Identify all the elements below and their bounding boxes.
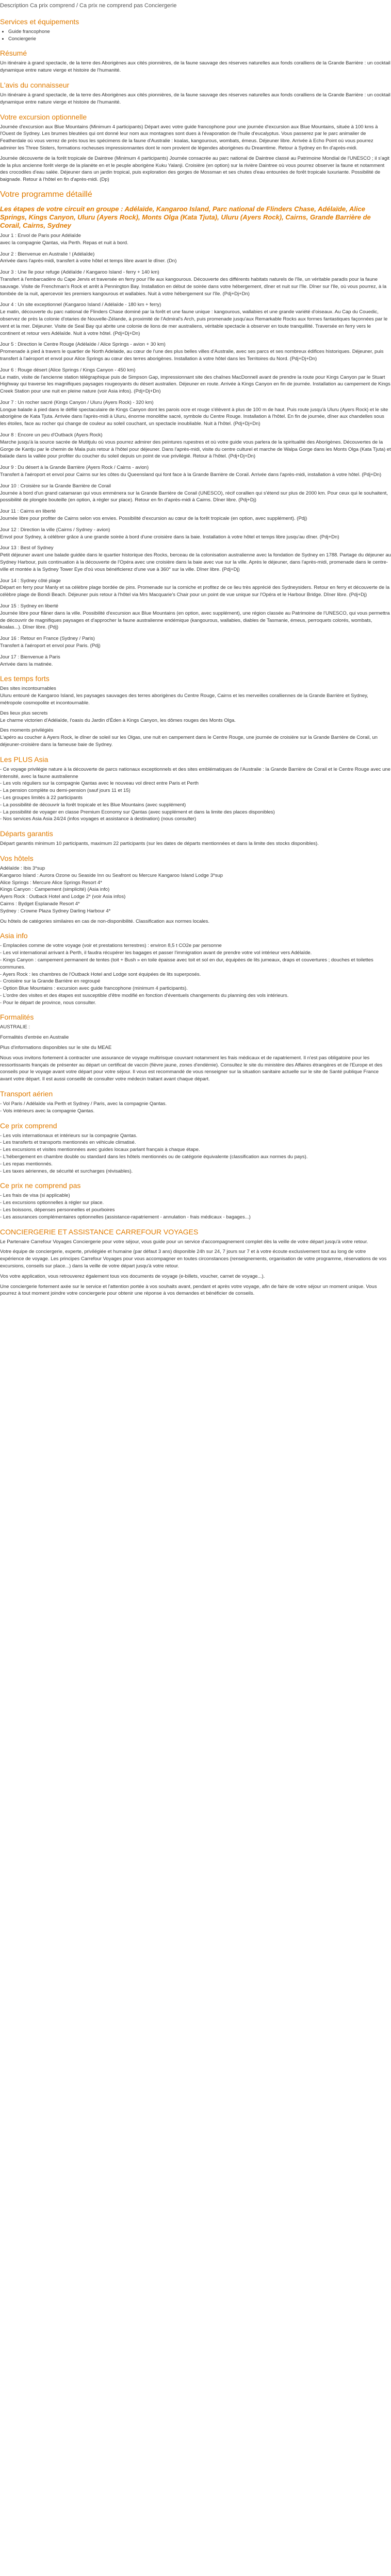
- list-item: - Kings Canyon : campement permanent de tentes (toit + Bush » en toile épaisse avec toit et sol en dur, équipées de lits jumeaux, draps et couvertures ; douches et toilettes communes.: [0, 957, 373, 970]
- list-item: - Emplacées comme de votre voyage (voir et prestations terrestres) : environ 8,5 t CO2e par personne: [0, 943, 222, 949]
- plus-asia-title: Les PLUS Asia: [0, 755, 48, 764]
- day-text: Arrivée dans l'après-midi, transfert à votre hôtel et temps libre avant le dîner. (Dn): [0, 258, 177, 264]
- day-text: Marche jusqu'à la source sacrée de Mutitjulu où vous pourrez admirer des peintures rupestres et où votre guide vous parlera de la spiritualité des Aborigènes. Découvertes de la Gorge de Kantju par le chemin de Mala puis retour à l'hôtel pour déjeuner. Dans l'après-midi, visite du centre culturel et marche de Walpa Gorge dans les Monts Olga (Kata Tjuta) et balade dans la vallée pour profiter du coucher du soleil depuis un point de vue privilégié. Retour à l'hôtel. (Pdj+Dj+Dn): [0, 439, 391, 460]
- day-title: Jour 1 : Envol de Paris pour Adélaïde: [0, 232, 81, 239]
- list-item: - Les transferts et transports mentionnés en véhicule climatisé.: [0, 1140, 136, 1146]
- resume-text: Un itinéraire à grand spectacle, de la terre des Aborigènes aux cités pionnières, de la faune sauvage des réserves naturelles aux fonds coralliens de la Grande Barrière : un cocktail dynamique entre nature vierge et histoire de l'humanité.: [0, 60, 390, 74]
- itinerary-heading: Les étapes de votre circuit en groupe : Adélaïde, Kangaroo Island, Parc national de Flinders Chase, Adélaïde, Alice Springs, Kings Canyon, Uluru (Ayers Rock), Monts Olga (Kata Tjuta), Uluru (Ayers Rock), Cairns, Grande Barrière de Corail, Cairns, Sydney: [0, 205, 371, 229]
- day-text: Le matin, découverte du parc national de Flinders Chase dominé par la forêt et une faune unique : kangourous, wallabies et une grande variété d'oiseaux. Au Cap du Couedic, observez de près la colonie d'otaries de Nouvelle-Zélande, à proximité de l'Admiral's Arch, puis promenade jusqu'aux Remarkable Rocks aux formes fantastiques façonnées par le vent et la mer. Déjeuner. Visite de Seal Bay qui abrite une colonie de lions de mer australiens, véritable spectacle à observer en toute tranquillité. Traversée en ferry vers le continent et retour vers Adélaïde. Nuit à votre hôtel. (Pdj+Dj+Dn): [0, 309, 388, 336]
- excursion-paragraph: Journée d'excursion aux Blue Mountains (Minimum 4 participants) Départ avec votre guide francophone pour une journée d'excursion aux Blue Mountains, située à 100 kms à l'Ouest de Sydney. Les brumes bleutées qui ont donné leur nom aux montagnes sont dues à l'évaporation de l'huile d'eucalyptus. Vous passerez par le parc animalier de Featherdale où vous verrez de près tous les spécimens de la faune d'Australie : koalas, kangourous, wombats, émeus. Déjeuner libre. Arrivée à Echo Point où vous pourrez admirer les Three Sisters, formations rocheuses impressionnantes dont le nom provient de légendes aborigènes du Dreamtime. Retour à Sydney en fin d'après-midi.: [0, 124, 378, 151]
- asia-info-list: [0, 942, 391, 1006]
- list-item: Kangaroo Island : Aurora Ozone ou Seaside Inn ou Seafront ou Mercure Kangaroo Island Lodge 3*sup: [0, 872, 223, 878]
- day-item: [0, 432, 391, 460]
- list-item: - Vols intérieurs avec la compagnie Qantas.: [0, 1108, 95, 1114]
- hotels-note: Ou hôtels de catégories similaires en cas de non-disponibilité. Classification aux normes locales.: [0, 918, 210, 924]
- day-title: Jour 2 : Bienvenue en Australie ! (Adélaïde): [0, 251, 95, 257]
- list-item: - Pour le départ de province, nous consulter.: [0, 999, 96, 1006]
- services-title: Services et équipements: [0, 17, 79, 26]
- list-item: - La possibilité de découvrir la forêt tropicale et les Blue Mountains (avec supplément): [0, 802, 186, 808]
- itinerary-title: Votre programme détaillé: [0, 190, 92, 199]
- list-item: - Les boissons, dépenses personnelles et pourboires: [0, 1207, 115, 1213]
- formalites-link[interactable]: Plus d'informations disponibles sur le site du MEAE: [0, 1045, 112, 1051]
- block-text: Uluru entouré de Kangaroo Island, les paysages sauvages des terres aborigènes du Centre Rouge, Cairns et les merveilles coralliennes de la Grande Barrière et Sydney, métropole cosmopolite et incontournable.: [0, 693, 368, 706]
- block-text: L'apéro au coucher à Ayers Rock, le dîner de soleil sur les Olgas, une nuit en campement dans le Centre Rouge, une journée de croisière sur la Grande Barrière de Corail, un déjeuner-croisière dans la fameuse baie de Sydney.: [0, 735, 378, 748]
- conciergerie-paragraph: Une conciergerie fortement axée sur le service et l'attention portée à vos souhaits avant, pendant et après votre voyage, afin de faire de votre séjour un moment unique. Vous pourrez à tout moment joindre votre conciergerie pour obtenir une réponse à vos demandes et bénéficier de conseils.: [0, 1283, 377, 1297]
- day-text: Transfert à l'embarcadère du Cape Jervis et traversée en ferry pour l'île aux kangourous. Découverte des différents habitats naturels de l'île, un véritable paradis pour la faune sauvage. Visite de Frenchman's Rock et arrêt à Pennington Bay. Installation en début de soirée dans votre hébergement, dîner et nuit sur l'île. Dîner sur l'île, où vous pourrez, à la tombée de la nuit, apercevoir les premiers kangourous et wallabies. Nuit à votre hébergement sur l'île. (Pdj+Dj+Dn): [0, 276, 387, 297]
- excursion-paragraph: Journée découverte de la forêt tropicale de Daintree (Minimum 4 participants) Journée consacrée au parc national de Daintree classé au Patrimoine Mondial de l'UNESCO ; il s'agit de la plus ancienne forêt vierge de la planète en et le peuple aborigène Kuku Yalanji. Croisière (en option) sur la rivière Daintree où vous pourrez observer la faune et notamment des crocodiles d'eau salée. Déjeuner dans un jardin tropical, puis exploration des gorges de Mossman et ses chutes d'eau entourées de forêt tropicale luxuriante. Possibilité de baignade. Retour à l'hôtel en fin d'après-midi. (Dp): [0, 155, 390, 183]
- departs-text: Départ garantis minimum 10 participants, maximum 22 participants (sur les dates de départs mentionnées et dans la limite des stocks disponibles).: [0, 841, 319, 847]
- block-text: Le charme victorien d'Adélaïde, l'oasis du Jardin d'Éden à Kings Canyon, les dômes rouges des Monts Olga.: [0, 717, 236, 723]
- list-item: - Les frais de visa (si applicable): [0, 1193, 70, 1199]
- temps-forts-block: [0, 685, 391, 748]
- day-text: Journée à bord d'un grand catamaran qui vous emmènera sur la Grande Barrière de Corail (UNESCO), récif corallien qui s'étend sur plus de 2000 km. Pour ceux qui le souhaitent, possibilité de plongée bouteille (en option, à régler sur place). Retour en fin d'après-midi à Cairns. Dîner libre. (Pdj+Dj): [0, 490, 388, 503]
- day-item: [0, 635, 391, 650]
- day-title: Jour 11 : Cairns en liberté: [0, 509, 56, 515]
- itinerary-days: [0, 232, 391, 668]
- list-item: - Nos services Asia Asia 24/24 (infos voyages et assistance à destination) (nous consulter): [0, 816, 197, 822]
- day-text: Transfert à l'aéroport et envol pour Paris. (Pdj): [0, 643, 101, 649]
- list-item: - Ce voyage privilégie nature à la découverte de parcs nationaux exceptionnels et des sites emblématiques de l'Australie : la Grande Barrière de Corail et le Centre Rouge avec une intensité, avec la faune australienne: [0, 766, 390, 779]
- list-item: - L'ordre des visites et des étapes est susceptible d'être modifié en fonction d'éventuels changements du planning des vols intérieurs.: [0, 992, 289, 998]
- day-title: Jour 6 : Rouge désert (Alice Springs / Kings Canyon - 450 km): [0, 367, 136, 373]
- hotels-title: Vos hôtels: [0, 854, 34, 862]
- temps-forts-title: Les temps forts: [0, 674, 50, 683]
- transport-list: [0, 1100, 391, 1115]
- day-item: [0, 545, 391, 573]
- day-title: Jour 13 : Best of Sydney: [0, 545, 54, 551]
- day-text: Journée libre pour profiter de Cairns selon vos envies. Possibilité d'excursion au cœur de la forêt tropicale (en option, avec supplément). (Pdj): [0, 516, 307, 522]
- block-heading: Des moments privilégiés: [0, 727, 54, 734]
- hotels-list: [0, 865, 391, 925]
- day-text: Longue balade à pied dans le défilé spectaculaire de Kings Canyon dont les parois ocre et rouge s'élèvent à plus de 100 m de haut. Puis route jusqu'à Uluru (Ayers Rock) et le site aborigène de Kata Tjuta. Arrivée dans l'après-midi à Uluru, énorme monolithe sacré, symbole du Centre Rouge. Installation à l'hôtel. En fin de journée, dîner aux chandelles sous les étoiles, face au rocher qui change de couleur au soleil couchant, un spectacle inoubliable. Nuit à l'hôtel. (Pdj+Dj+Dn): [0, 406, 388, 427]
- list-item: - Les vol international arrivant à Perth, il faudra récupérer les bagages et passer l'immigration avant de prendre votre vol intérieur vers Adélaïde.: [0, 950, 312, 956]
- list-item: • Conciergerie: [8, 36, 391, 43]
- list-item: Kings Canyon : Campement (simplicité) (Asia info): [0, 887, 110, 893]
- prix-comprend-list: [0, 1132, 391, 1175]
- breadcrumb[interactable]: Description Ca prix comprend / Ca prix ne comprend pas Conciergerie: [0, 3, 177, 9]
- formalites-link[interactable]: Formalités d'entrée en Australie: [0, 1035, 69, 1041]
- conciergerie-paragraph: Le Partenaire Carrefour Voyages Conciergerie pour votre séjour, vous guide pour un service d'accompagnement complet dès la veille de votre départ jusqu'à votre retour.: [0, 1239, 368, 1245]
- day-title: Jour 16 : Retour en France (Sydney / Paris): [0, 636, 95, 642]
- list-item: - Ayers Rock : les chambres de l'Outback Hotel and Lodge sont équipées de lits superposés.: [0, 971, 201, 977]
- day-item: [0, 578, 391, 599]
- day-text: Envol pour Sydney, à célébrer grâce à une grande soirée à bord d'une croisière dans la baie. Installation à votre hôtel et temps libre jusqu'au dîner. (Pdj+Dn): [0, 534, 339, 540]
- day-title: Jour 14 : Sydney côté plage: [0, 578, 61, 584]
- prix-ne-comprend-list: [0, 1192, 391, 1221]
- departs-title: Départs garantis: [0, 829, 53, 838]
- plus-asia-list: [0, 766, 391, 823]
- day-title: Jour 3 : Une île pour refuge (Adélaïde / Kangaroo Island - ferry + 140 km): [0, 269, 159, 276]
- day-title: Jour 17 : Bienvenue à Paris: [0, 654, 60, 660]
- day-item: [0, 232, 391, 247]
- day-item: [0, 603, 391, 631]
- day-title: Jour 10 : Croisière sur la Grande Barrière de Corail: [0, 483, 111, 489]
- list-item: - Les assurances complémentaires optionnelles (assistance-rapatriement - annulation - frais médicaux - bagages...): [0, 1214, 251, 1220]
- list-item: Ayers Rock : Outback Hotel and Lodge 2* (voir Asia infos): [0, 894, 126, 900]
- day-item: [0, 367, 391, 395]
- list-item: - Les vols réguliers sur la compagnie Qantas avec le nouveau vol direct entre Paris et Perth: [0, 781, 199, 787]
- conciergerie-title: CONCIERGERIE ET ASSISTANCE CARREFOUR VOYAGES: [0, 1227, 199, 1236]
- list-item: Cairns : Bydget Esplanade Resort 4*: [0, 901, 80, 907]
- day-title: Jour 8 : Encore un peu d'Outback (Ayers Rock): [0, 432, 103, 438]
- list-item: - Croisière sur la Grande Barrière en regroupé: [0, 978, 101, 985]
- list-item: - Les vols internationaux et intérieurs sur la compagnie Qantas.: [0, 1132, 138, 1139]
- day-item: [0, 483, 391, 504]
- list-item: - La pension complète ou demi-pension (sauf jours 11 et 15): [0, 788, 131, 794]
- day-item: [0, 654, 391, 668]
- transport-title: Transport aérien: [0, 1090, 53, 1098]
- prix-comprend-title: Ce prix comprend: [0, 1121, 57, 1130]
- list-item: - Option Blue Mountains : excursion avec guide francophone (minimum 4 participants).: [0, 986, 188, 992]
- list-item: - Les taxes aériennes, de sécurité et surcharges (révisables).: [0, 1168, 133, 1174]
- list-item: - Les groupes limités à 22 participants: [0, 794, 83, 801]
- list-item: Sydney : Crowne Plaza Sydney Darling Harbour 4*: [0, 908, 111, 914]
- day-text: Promenade à pied à travers le quartier de North Adelaide, au cœur de l'une des plus belles villes d'Australie, avec ses parcs et ses nombreux édifices historiques. Déjeuner, puis transfert à l'aéroport et envol pour Alice Springs au cœur des terres aborigènes. Installation à votre hôtel dans les Territoires du Nord. (Pdj+Dj+Dn): [0, 349, 384, 362]
- day-item: [0, 527, 391, 541]
- day-title: Jour 4 : Un site exceptionnel (Kangaroo Island / Adélaïde - 180 km + ferry): [0, 302, 161, 308]
- day-text: avec la compagnie Qantas, via Perth. Repas et nuit à bord.: [0, 240, 128, 246]
- resume-title: Résumé: [0, 49, 27, 58]
- day-item: [0, 464, 391, 479]
- list-item: - Les excursions et visites mentionnées avec guides locaux parlant français à chaque étape.: [0, 1147, 200, 1153]
- day-title: Jour 9 : Du désert à la Grande Barrière (Ayers Rock / Cairns - avion): [0, 465, 149, 471]
- day-text: Le matin, visite de l'ancienne station télégraphique puis de Simpson Gap, impressionnant site des chaînes MacDonnell avant de prendre la route pour Kings Canyon par le Stuart Highway qui traverse les magnifiques paysages rougeoyants du désert australien. Déjeuner en route. Arrivée à Kings Canyon en fin de journée. Installation au campement de Kings Creek Station pour une nuit en pleine nature (voir Asia infos). (Pdj+Dj+Dn): [0, 374, 390, 395]
- list-item: - L'hébergement en chambre double ou standard dans les hôtels mentionnés ou de catégorie équivalente (classification aux normes du pays).: [0, 1154, 308, 1160]
- day-title: Jour 12 : Direction la ville (Cairns / Sydney - avion): [0, 527, 110, 533]
- day-title: Jour 15 : Sydney en liberté: [0, 603, 59, 609]
- day-title: Jour 5 : Direction le Centre Rouge (Adélaïde / Alice Springs - avion + 30 km): [0, 342, 166, 348]
- day-text: Départ en ferry pour Manly et sa célèbre plage bordée de pins. Promenade sur la corniche et profitez de ce lieu très apprécié des Sydneysiders. Retour en ferry et découverte de la célèbre plage de Bondi Beach. Déjeuner puis retour à l'hôtel via Mrs Macquarie's Chair pour un point de vue unique sur l'Opéra et le Harbour Bridge. Dîner libre. (Pdj+Dj): [0, 585, 390, 598]
- day-text: Petit déjeuner avant une balade guidée dans le quartier historique des Rocks, berceau de la colonisation australienne avec la fondation de Sydney en 1788. Partage du déjeuner au Sydney Harbour, puis continuation à la découverte de l'Opéra avec une croisière dans la baie avec vue sur la ville. Après le déjeuner, dans l'après-midi, promenade dans le centre-ville et montée à la Sydney Tower Eye d'où vous bénéficierez d'une vue à 360° sur la ville. Dîner libre. (Pdj+Dj): [0, 552, 391, 572]
- formalites-line: AUSTRALIE :: [0, 1024, 30, 1030]
- formalites-block: [0, 1024, 391, 1083]
- block-heading: Des lieux plus secrets: [0, 710, 48, 716]
- day-item: [0, 341, 391, 362]
- list-item: Adélaïde : Ibis 3*sup: [0, 865, 45, 871]
- day-item: [0, 399, 391, 428]
- conciergerie-paragraph: Votre équipe de conciergerie, experte, privilégiée et humaine (par défaut 3 ans) disponible 24h sur 24, 7 jours sur 7 et à votre écoute exclusivement tout au long de votre expérience de voyage. Les principes Carrefour Voyages pour vous accompagner en toutes circonstances (renseignements, organisation de votre programme, réservations de vos excursions, conseils sur place...) dans la veille de votre départ jusqu'à votre retour.: [0, 1249, 387, 1269]
- avis-text: Un itinéraire à grand spectacle, de la terre des Aborigènes aux cités pionnières, de la faune sauvage des réserves naturelles aux fonds coralliens de la Grande Barrière : un cocktail dynamique entre nature vierge et histoire de l'humanité.: [0, 92, 390, 105]
- excursion-title: Votre excursion optionnelle: [0, 112, 87, 121]
- avis-title: L'avis du connaisseur: [0, 80, 70, 89]
- services-list: [0, 28, 391, 43]
- asia-info-title: Asia info: [0, 931, 28, 940]
- day-item: [0, 251, 391, 265]
- list-item: - Les repas mentionnés.: [0, 1161, 53, 1167]
- day-item: [0, 269, 391, 297]
- day-item: [0, 508, 391, 522]
- day-text: Arrivée dans la matinée.: [0, 661, 53, 667]
- day-item: [0, 301, 391, 337]
- list-item: - Les excursions optionnelles à régler sur place.: [0, 1200, 104, 1206]
- formalites-title: Formalités: [0, 1013, 34, 1022]
- prix-ne-comprend-title: Ce prix ne comprend pas: [0, 1181, 81, 1190]
- formalites-line: Nous vous invitons fortement à contracter une assurance de voyage multirisque couvrant notamment les frais médicaux et de rapatriement. Il n'est pas obligatoire pour les ressortissants français de présenter au départ un certificat de vaccin (fièvre jaune, zones d'endémie). Consultez le site du ministère des Affaires étrangères et de l'Europe et des conseils pour le voyage avant votre départ pour votre séjour. Il vous est recommandé de vous renseigner sur la situation sanitaire actuelle sur le site de Santé publique France avant votre départ. Il est aussi conseillé de consulter votre médecin traitant avant chaque départ.: [0, 1055, 383, 1082]
- day-text: Journée libre pour flâner dans la ville. Possibilité d'excursion aux Blue Mountains (en option, avec supplément), une région classée au Patrimoine de l'UNESCO, qui vous permettra de découvrir de magnifiques paysages et d'approcher la faune australienne endémique (kangourous, wallabies, diables de Tasmanie, émeus, perroquets colorés, wombats, koalas...). Dîner libre. (Pdj): [0, 610, 390, 631]
- list-item: - La possibilité de voyager en classe Premium Economy sur Qantas (avec supplément et dans la limite des places disponibles): [0, 809, 275, 815]
- list-item: Alice Springs : Mercure Alice Springs Resort 4*: [0, 879, 102, 886]
- conciergerie-paragraph: Vos votre application, vous retrouverez également tous vos documents de voyage (e-billets, voucher, carnet de voyage...).: [0, 1273, 265, 1279]
- day-text: Transfert à l'aéroport et envol pour Cairns sur les côtes du Queensland qui font face à la Grande Barrière de Corail. Arrivée dans l'après-midi, installation à votre hôtel. (Pdj+Dn): [0, 472, 382, 478]
- block-heading: Des sites incontournables: [0, 686, 56, 692]
- day-title: Jour 7 : Un rocher sacré (Kings Canyon / Uluru (Ayers Rock) - 320 km): [0, 399, 154, 405]
- list-item: - Vol Paris / Adélaïde via Perth et Sydney / Paris, avec la compagnie Qantas.: [0, 1101, 167, 1107]
- list-item: • Guide francophone: [8, 28, 391, 36]
- conciergerie-block: [0, 1239, 391, 1298]
